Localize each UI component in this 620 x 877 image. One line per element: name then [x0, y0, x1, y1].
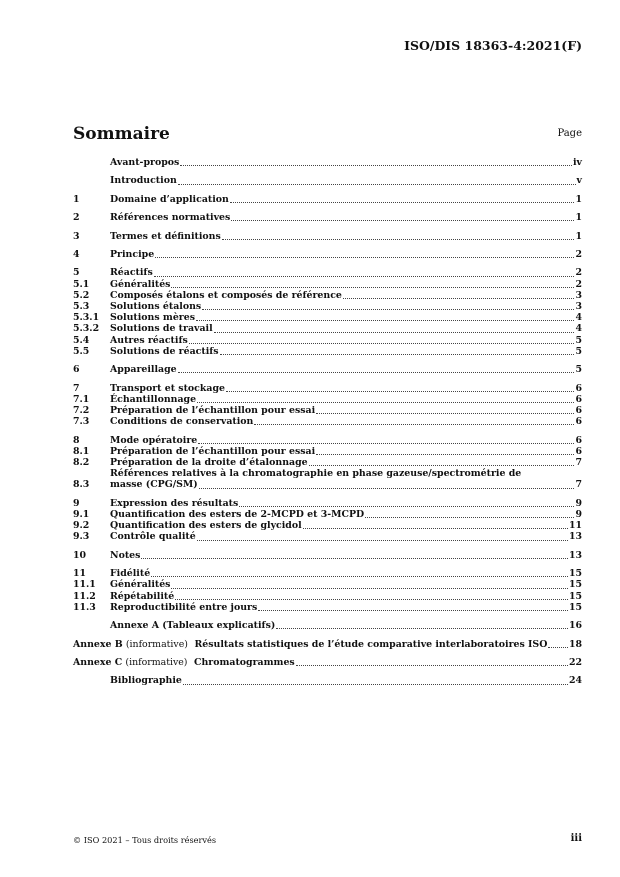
toc-entry[interactable]: [73, 550, 582, 561]
toc-group: [73, 620, 582, 631]
toc-entry-leader: [110, 212, 575, 223]
section-number: 11.2: [73, 590, 96, 602]
toc-group: [73, 435, 582, 491]
entry-page: 11: [568, 520, 582, 532]
toc-group: [73, 550, 582, 561]
toc-entry[interactable]: [73, 312, 582, 323]
entry-title: Préparation de la droite d’étalonnage: [110, 456, 308, 468]
dot-leader: [180, 165, 572, 166]
toc-entry-leader: [110, 231, 575, 242]
entry-page: 3: [575, 300, 582, 312]
entry-title: Résultats statistiques de l’étude comparative interlaboratoires ISO: [194, 638, 548, 650]
toc-entry-leader: [110, 335, 575, 346]
dot-leader: [154, 276, 575, 277]
toc-entry-leader: [110, 394, 575, 405]
section-number: 7.3: [73, 416, 90, 428]
dot-leader: [214, 332, 575, 333]
toc-entry-leader: [110, 175, 577, 186]
entry-page: 6: [575, 382, 582, 394]
dot-leader: [178, 184, 576, 185]
toc-entry[interactable]: [73, 194, 582, 205]
dot-leader: [155, 257, 574, 258]
annex-kind: (informative): [125, 638, 188, 650]
page-title: Sommaire: [73, 124, 170, 144]
toc-entry[interactable]: [73, 435, 582, 446]
entry-page: 6: [575, 393, 582, 405]
toc-entry-leader: [110, 520, 569, 531]
section-number: 8.3: [73, 479, 90, 491]
entry-page: iv: [572, 157, 582, 168]
dot-leader: [365, 517, 574, 518]
section-number: 5.3.2: [73, 323, 100, 335]
entry-page: 7: [575, 456, 582, 468]
toc-group: [73, 364, 582, 375]
entry-page: 9: [575, 508, 582, 520]
dot-leader: [178, 372, 575, 373]
entry-page: 5: [575, 334, 582, 346]
entry-title: Composés étalons et composés de référence: [110, 289, 342, 301]
section-number: 6: [73, 364, 80, 376]
dot-leader: [303, 528, 568, 529]
copyright-notice: © ISO 2021 – Tous droits réservés: [73, 835, 217, 845]
section-number: 2: [73, 212, 80, 224]
entry-title-line2: masse (CPG/SM): [110, 479, 198, 491]
toc-group: [73, 231, 582, 242]
entry-page: 13: [568, 531, 582, 543]
entry-title: Préparation de l’échantillon pour essai: [110, 445, 316, 457]
toc-entry-leader: [110, 249, 575, 260]
toc-entry[interactable]: [73, 591, 582, 602]
section-number: 8.1: [73, 445, 90, 457]
entry-title: Appareillage: [110, 364, 177, 376]
dot-leader: [171, 287, 574, 288]
toc-entry[interactable]: [73, 405, 582, 416]
toc-entry-leader: [110, 446, 575, 457]
toc-entry-leader: [110, 383, 575, 394]
entry-title: Termes et définitions: [110, 230, 221, 242]
entry-title: Solutions de réactifs: [110, 345, 219, 357]
toc-group: [73, 175, 582, 186]
entry-title: Préparation de l’échantillon pour essai: [110, 404, 316, 416]
dot-leader: [316, 413, 574, 414]
dot-leader: [258, 610, 568, 611]
toc-entry-leader: [110, 364, 575, 375]
toc-entry-leader: [110, 312, 575, 323]
dot-leader: [199, 488, 575, 489]
dot-leader: [309, 465, 575, 466]
entry-title: Expression des résultats: [110, 497, 239, 509]
dot-leader: [316, 454, 574, 455]
toc-group: [73, 498, 582, 543]
dot-leader: [226, 391, 575, 392]
section-number: 5.5: [73, 345, 90, 357]
toc-group: [73, 383, 582, 428]
entry-title: Répétabilité: [110, 590, 175, 602]
toc-entry[interactable]: [73, 267, 582, 278]
entry-title: Annexe A (Tableaux explicatifs): [110, 620, 276, 632]
dot-leader: [343, 298, 575, 299]
toc-entry[interactable]: [73, 346, 582, 357]
toc-entry[interactable]: [73, 468, 582, 490]
toc-entry[interactable]: [73, 364, 582, 375]
entry-title: Reproductibilité entre jours: [110, 601, 258, 613]
entry-title: Principe: [110, 248, 155, 260]
section-number: 5.3.1: [73, 312, 100, 324]
entry-title: Quantification des esters de 2-MCPD et 3-MCPD: [110, 508, 365, 520]
dot-leader: [196, 320, 574, 321]
toc-entry[interactable]: [73, 212, 582, 223]
entry-title: Notes: [110, 549, 141, 561]
entry-page: 4: [575, 323, 582, 335]
entry-title: Conditions de conservation: [110, 416, 254, 428]
entry-page: 15: [568, 568, 582, 580]
toc-entry[interactable]: [73, 175, 582, 186]
dot-leader: [175, 599, 568, 600]
toc-entry-leader: [110, 509, 575, 520]
entry-page: 7: [575, 479, 582, 491]
toc-entry[interactable]: [73, 301, 582, 312]
section-number: 5.1: [73, 278, 90, 290]
annex-label: Annexe B: [73, 638, 123, 650]
entry-page: v: [576, 175, 582, 187]
entry-page: 6: [575, 434, 582, 446]
toc-entry[interactable]: [73, 335, 582, 346]
toc-entry-leader: [110, 550, 569, 561]
section-number: 8.2: [73, 456, 90, 468]
entry-page: 18: [568, 638, 582, 650]
section-number: 9.2: [73, 520, 90, 532]
toc-entry[interactable]: [73, 249, 582, 260]
toc-entry-leader: [110, 498, 575, 509]
page-column-label: Page: [557, 128, 582, 139]
toc-entry-leader: [110, 416, 575, 427]
toc-entry[interactable]: [73, 620, 582, 631]
section-number: 11: [73, 568, 87, 580]
page-number: iii: [570, 833, 582, 844]
entry-title: Réactifs: [110, 267, 153, 279]
entry-title: Solutions étalons: [110, 300, 202, 312]
dot-leader: [230, 202, 575, 203]
toc-entry[interactable]: [73, 568, 582, 579]
toc-entry[interactable]: [73, 509, 582, 520]
entry-title: Références relatives à la chromatographie en phase gazeuse/spectrométrie de: [110, 468, 522, 480]
section-number: 10: [73, 549, 87, 561]
dot-leader: [254, 424, 574, 425]
toc-group: [73, 249, 582, 260]
toc-entry[interactable]: [73, 157, 582, 168]
toc-entry[interactable]: [73, 416, 582, 427]
dot-leader: [197, 540, 568, 541]
toc-entry-leader: [110, 323, 575, 334]
dot-leader: [197, 402, 574, 403]
entry-page: 2: [575, 267, 582, 279]
section-number: 9.1: [73, 508, 90, 520]
section-number: 9: [73, 497, 80, 509]
toc-entry[interactable]: [73, 383, 582, 394]
dot-leader: [276, 628, 568, 629]
toc-entry-leader: [110, 435, 575, 446]
entry-title: Généralités: [110, 579, 171, 591]
toc-entry-leader: [110, 346, 575, 357]
dot-leader: [141, 558, 568, 559]
dot-leader: [151, 576, 568, 577]
toc-entry[interactable]: [73, 323, 582, 334]
section-number: 1: [73, 193, 80, 205]
entry-title: Mode opératoire: [110, 434, 198, 446]
entry-page: 3: [575, 289, 582, 301]
entry-page: 15: [568, 601, 582, 613]
entry-title: Domaine d’application: [110, 193, 229, 205]
entry-page: 1: [575, 193, 582, 205]
entry-page: 6: [575, 404, 582, 416]
toc-entry-leader: [110, 568, 569, 579]
toc-entry-leader: [110, 579, 569, 590]
entry-title: Bibliographie: [110, 675, 182, 687]
entry-page: 1: [575, 212, 582, 224]
dot-leader: [183, 684, 568, 685]
toc-entry-leader: [110, 157, 573, 168]
dot-leader: [198, 443, 574, 444]
toc-entry[interactable]: [73, 498, 582, 509]
section-number: 3: [73, 230, 80, 242]
toc-entry[interactable]: [73, 231, 582, 242]
dot-leader: [171, 588, 567, 589]
toc-entry-leader: [110, 279, 575, 290]
toc-group: [73, 639, 582, 650]
dot-leader: [296, 665, 568, 666]
entry-title: Fidélité: [110, 568, 151, 580]
toc-entry-leader: [73, 639, 569, 650]
entry-page: 6: [575, 416, 582, 428]
section-number: 9.3: [73, 531, 90, 543]
section-number: 5: [73, 267, 80, 279]
toc-group: [73, 157, 582, 168]
entry-page: 15: [568, 579, 582, 591]
entry-page: 2: [575, 248, 582, 260]
toc-entry-leader: [110, 602, 569, 613]
toc-entry[interactable]: [73, 579, 582, 590]
toc-entry-leader: [110, 675, 569, 686]
section-number: 7.2: [73, 404, 90, 416]
dot-leader: [222, 239, 575, 240]
entry-title: Avant-propos: [110, 157, 180, 168]
entry-page: 9: [575, 497, 582, 509]
toc-entry-leader: [110, 468, 582, 490]
toc-entry[interactable]: [73, 520, 582, 531]
toc-group: [73, 657, 582, 668]
toc-entry-leader: [110, 591, 569, 602]
document-id: ISO/DIS 18363-4:2021(F): [404, 38, 582, 53]
entry-page: 4: [575, 312, 582, 324]
toc-entry-leader: [110, 620, 569, 631]
entry-page: 24: [568, 675, 582, 687]
toc-entry[interactable]: [73, 394, 582, 405]
annex-label: Annexe C: [73, 656, 123, 668]
entry-title: Solutions de travail: [110, 323, 213, 335]
toc-entry-leader: [110, 290, 575, 301]
toc-entry-leader: [110, 194, 575, 205]
toc-entry-leader: [110, 405, 575, 416]
toc-entry-leader: [110, 301, 575, 312]
entry-title: Échantillonnage: [110, 393, 197, 405]
toc-entry[interactable]: [73, 639, 582, 650]
section-number: 7: [73, 382, 80, 394]
section-number: 11.1: [73, 579, 96, 591]
toc-group: [73, 212, 582, 223]
toc-entry[interactable]: [73, 675, 582, 686]
entry-page: 2: [575, 278, 582, 290]
dot-leader: [202, 309, 574, 310]
toc-group: [73, 267, 582, 357]
toc-entry-leader: [110, 531, 569, 542]
entry-title: Quantification des esters de glycidol: [110, 520, 302, 532]
entry-title: Transport et stockage: [110, 382, 225, 394]
dot-leader: [548, 647, 568, 648]
toc-entry-leader: [110, 457, 575, 468]
toc-entry[interactable]: [73, 290, 582, 301]
entry-page: 13: [568, 549, 582, 561]
dot-leader: [220, 354, 575, 355]
entry-page: 15: [568, 590, 582, 602]
entry-title: Chromatogrammes: [194, 656, 295, 668]
toc-entry-leader: [110, 267, 575, 278]
entry-title: Solutions mères: [110, 312, 195, 324]
annex-kind: (informative): [125, 656, 188, 668]
toc-entry[interactable]: [73, 531, 582, 542]
entry-page: 16: [568, 620, 582, 632]
entry-title: Références normatives: [110, 212, 231, 224]
entry-page: 22: [568, 656, 582, 668]
toc-group: [73, 194, 582, 205]
entry-page: 5: [575, 345, 582, 357]
section-number: 5.4: [73, 334, 90, 346]
section-number: 5.2: [73, 289, 90, 301]
entry-title: Introduction: [110, 175, 177, 187]
toc-entry[interactable]: [73, 657, 582, 668]
toc-entry[interactable]: [73, 279, 582, 290]
table-of-contents: [73, 157, 582, 687]
section-number: 5.3: [73, 300, 90, 312]
section-number: 11.3: [73, 601, 96, 613]
entry-title: Contrôle qualité: [110, 531, 196, 543]
section-number: 7.1: [73, 393, 90, 405]
entry-page: 6: [575, 445, 582, 457]
toc-entry[interactable]: [73, 446, 582, 457]
dot-leader: [231, 220, 574, 221]
toc-entry[interactable]: [73, 602, 582, 613]
entry-page: 5: [575, 364, 582, 376]
toc-entry[interactable]: [73, 457, 582, 468]
toc-group: [73, 568, 582, 613]
toc-entry-leader: [73, 657, 569, 668]
entry-page: 1: [575, 230, 582, 242]
entry-title: Généralités: [110, 278, 171, 290]
entry-title: Autres réactifs: [110, 334, 188, 346]
dot-leader: [239, 506, 574, 507]
dot-leader: [189, 343, 575, 344]
entry-title-continued: [110, 479, 582, 490]
section-number: 4: [73, 248, 80, 260]
toc-group: [73, 675, 582, 686]
section-number: 8: [73, 434, 80, 446]
